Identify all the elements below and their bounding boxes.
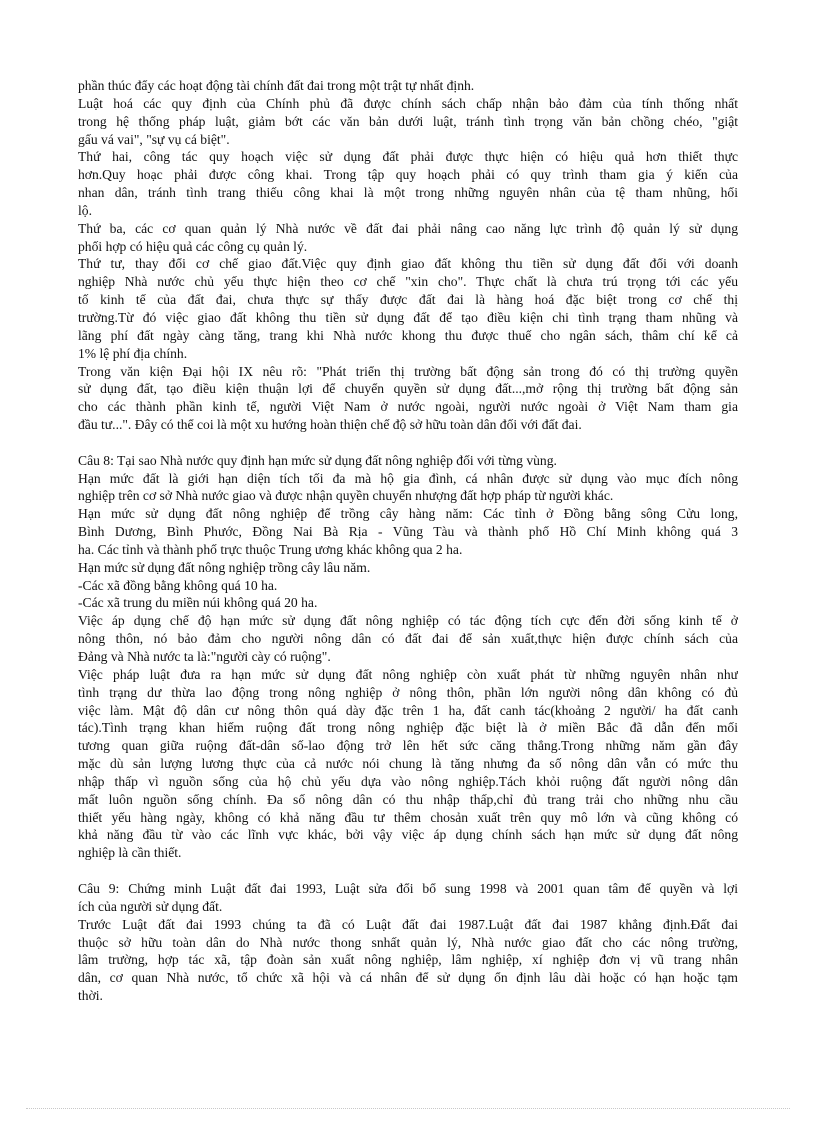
paragraph [78, 916, 738, 1005]
blank-line [78, 862, 738, 880]
paragraph [78, 666, 738, 862]
text-line: phối hợp có hiệu quả các công cụ quản lý. [78, 238, 308, 254]
paragraph [78, 77, 738, 95]
text-line: nhập thấp vì nguồn sống của hộ chủ yếu dựa vào nông nghiệp.Tách khỏi ruộng đất người nông dân [78, 773, 738, 789]
text-line: Câu 8: Tại sao Nhà nước quy định hạn mức sử dụng đất nông nghiệp đối với từng vùng. [78, 452, 557, 468]
text-line: cho các thành phần kinh tế, người Việt Nam ở nước ngoài, người nước ngoài ở Việt Nam tham gia [78, 399, 738, 415]
text-line: trường.Từ đó việc giao đất không thu tiền sử dụng đất để tạo điều kiện chi tình trạng tham nhũng và [78, 309, 738, 325]
text-line: tố kinh tế của đất đai, chưa thực sự thấy được đất đai là hàng hoá đặc biệt trong cơ chế thị [78, 292, 738, 308]
paragraph [78, 612, 738, 666]
text-line: thuộc sở hữu toàn dân do Nhà nước thong snhất quản lý, Nhà nước giao đất cho các nông trường, [78, 934, 738, 950]
paragraph [78, 363, 738, 434]
paragraph [78, 505, 738, 559]
text-line: tương quan giữa ruộng đất-dân số-lao động trở lên hết sức căng thẳng.Trong những năm gần đây [78, 738, 738, 754]
text-line: khả năng đầu từ vào các lĩnh vực khác, bởi vậy việc áp dụng chính sách hạn mức sử dụng đất nông [78, 827, 738, 843]
paragraph [78, 452, 738, 470]
text-line: Luật hoá các quy định của Chính phủ đã được chính sách chấp nhận bảo đảm của tính thống nhất [78, 95, 738, 111]
text-line: Thứ hai, công tác quy hoạch việc sử dụng đất phải được thực hiện có hiệu quả hơn thiết thực [78, 149, 738, 165]
paragraph [78, 434, 738, 452]
text-line: Việc pháp luật đưa ra hạn mức sử dụng đất nông nghiệp còn xuất phát từ những nguyên nhân như [78, 666, 738, 682]
text-line: tình trạng dư thừa lao động trong nông nghiệp ở nông thôn, phần lớn người nông dân không có đủ [78, 684, 738, 700]
text-line: mất luôn nguồn sống chính. Đa số nông dân có thu nhập thấp,chỉ đủ trang trải cho những nhu cầu [78, 791, 738, 807]
text-line: -Các xã đồng bằng không quá 10 ha. [78, 577, 278, 593]
text-line: Hạn mức đất là giới hạn diện tích tối đa mà hộ gia đình, cá nhân được sử dụng vào mục đích nông [78, 470, 738, 486]
text-line: nghiệp là cần thiết. [78, 845, 182, 861]
text-line: -Các xã trung du miền núi không quá 20 ha. [78, 595, 318, 611]
text-line: Trước Luật đất đai 1993 chúng ta đã có Luật đất đai 1987.Luật đất đai 1987 khẳng định.Đất đai [78, 916, 738, 932]
paragraph [78, 577, 738, 595]
text-line: Hạn mức sử dụng đất nông nghiệp trồng cây lâu năm. [78, 559, 371, 575]
text-line: Bình Dương, Bình Phước, Đồng Nai Bà Rịa - Vũng Tàu và thành phố Hồ Chí Minh không quá 3 [78, 524, 738, 540]
text-line: dân, cơ quan Nhà nước, tổ chức xã hội và cá nhân để sử dụng ổn định lâu dài hoặc có hạn hoặc tạm [78, 970, 738, 986]
paragraph [78, 148, 738, 219]
paragraph [78, 880, 738, 916]
text-line: Thứ ba, các cơ quan quản lý Nhà nước về đất đai phải nâng cao năng lực trình độ quản lý sử dụng [78, 220, 738, 236]
text-line: hơn.Quy hoạc phải được công khai. Trong tập quy hoạch phải có quy trình tham gia ý kiến của [78, 167, 738, 183]
text-line: Câu 9: Chứng minh Luật đất đai 1993, Luật sửa đổi bổ sung 1998 và 2001 quan tâm đế quyền và lợi [78, 880, 738, 896]
text-line: phần thúc đẩy các hoạt động tài chính đất đai trong một trật tự nhất định. [78, 78, 475, 93]
paragraph [78, 95, 738, 149]
text-line: mặc dù sản lượng lương thực của cả nước nói chung là tăng nhưng đa số nông dân vẫn có mức thu [78, 756, 738, 772]
text-line: thiết yếu hàng ngày, không có khả năng đầu tư thêm chosản xuất trên quy mô lớn và cũng không có [78, 809, 738, 825]
text-line: lộ. [78, 202, 92, 218]
paragraph [78, 594, 738, 612]
text-line: ha. Các tỉnh và thành phố trực thuộc Trung ương khác không qua 2 ha. [78, 541, 463, 557]
text-line: Hạn mức sử dụng đất nông nghiệp để trồng cây hàng năm: Các tỉnh ở Đồng bằng sông Cửu long, [78, 506, 738, 522]
text-line: nghiệp trên cơ sở Nhà nước giao và được nhận quyền chuyển nhượng đất hợp pháp từ người khác. [78, 488, 614, 504]
text-line: tác).Tình trạng khan hiếm ruộng đất trong nông nghiệp đặc biệt là ở miền Bắc đã dẫn đến mối [78, 720, 738, 736]
text-line: trong hệ thống pháp luật, giảm bớt các văn bản dưới luật, tránh tình trọng văn bản chồng chéo, "giật [78, 113, 738, 129]
paragraph [78, 220, 738, 256]
text-line: nông thôn, nó bảo đảm cho người nông dân có đất đai để sản xuất,thực hiện được chính sách của [78, 631, 738, 647]
blank-line [78, 434, 738, 452]
text-line: Trong văn kiện Đại hội IX nêu rõ: "Phát triển thị trường bất động sản trong đó có thị trường quyền [78, 363, 738, 379]
text-line: lãng phí đất ngày càng tăng, trang khi Nhà nước khong thu được thuế cho ngân sách, thâm chí kể cả [78, 327, 738, 343]
paragraph [78, 255, 738, 362]
text-line: đầu tư...". Đây có thể coi là một xu hướng hoàn thiện chế độ sở hữu toàn dân đối với đất đai. [78, 417, 582, 433]
paragraph [78, 559, 738, 577]
text-line: việc làm. Mật độ dân cư nông thôn quá dày đặc trên 1 ha, đất canh tác(khoảng 2 người/ ha đất canh [78, 702, 738, 718]
page-bottom-rule [26, 1108, 790, 1109]
text-line: sử dụng đất, tạo điều kiện thuận lợi để chuyển quyền sử dụng đất...,mở rộng thị trường bất động sản [78, 381, 738, 397]
paragraph [78, 470, 738, 506]
paragraph [78, 862, 738, 880]
document-body [78, 77, 738, 1005]
text-line: gấu vá vai", "sự vụ cá biệt". [78, 131, 230, 147]
text-line: 1% lệ phí địa chính. [78, 345, 188, 361]
text-line: Việc áp dụng chế độ hạn mức sử dụng đất nông nghiệp có tác động tích cực đến đời sống kinh tế ở [78, 613, 738, 629]
text-line: Thứ tư, thay đổi cơ chế giao đất.Việc quy định giao đất không thu tiền sử dụng đất đối với doanh [78, 256, 738, 272]
text-line: thời. [78, 988, 103, 1004]
text-line: nhan dân, tránh tình trang thiếu công khai là một trong những nguyên nhân của tệ tham nhũng, hối [78, 185, 738, 201]
text-line: ích của người sử dụng đất. [78, 898, 223, 914]
text-line: Đảng và Nhà nước ta là:"người cày có ruộng". [78, 649, 331, 664]
text-line: lâm trường, hợp tác xã, tập đoàn sản xuất nông nghiệp, lâm nghiệp, xí nghiệp đơn vị vũ trang nhân [78, 952, 738, 968]
text-line: nghiệp Nhà nước chủ yếu thực hiện theo cơ chế "xin cho". Thực chất là chưa trú trọng tới các yếu [78, 274, 738, 290]
